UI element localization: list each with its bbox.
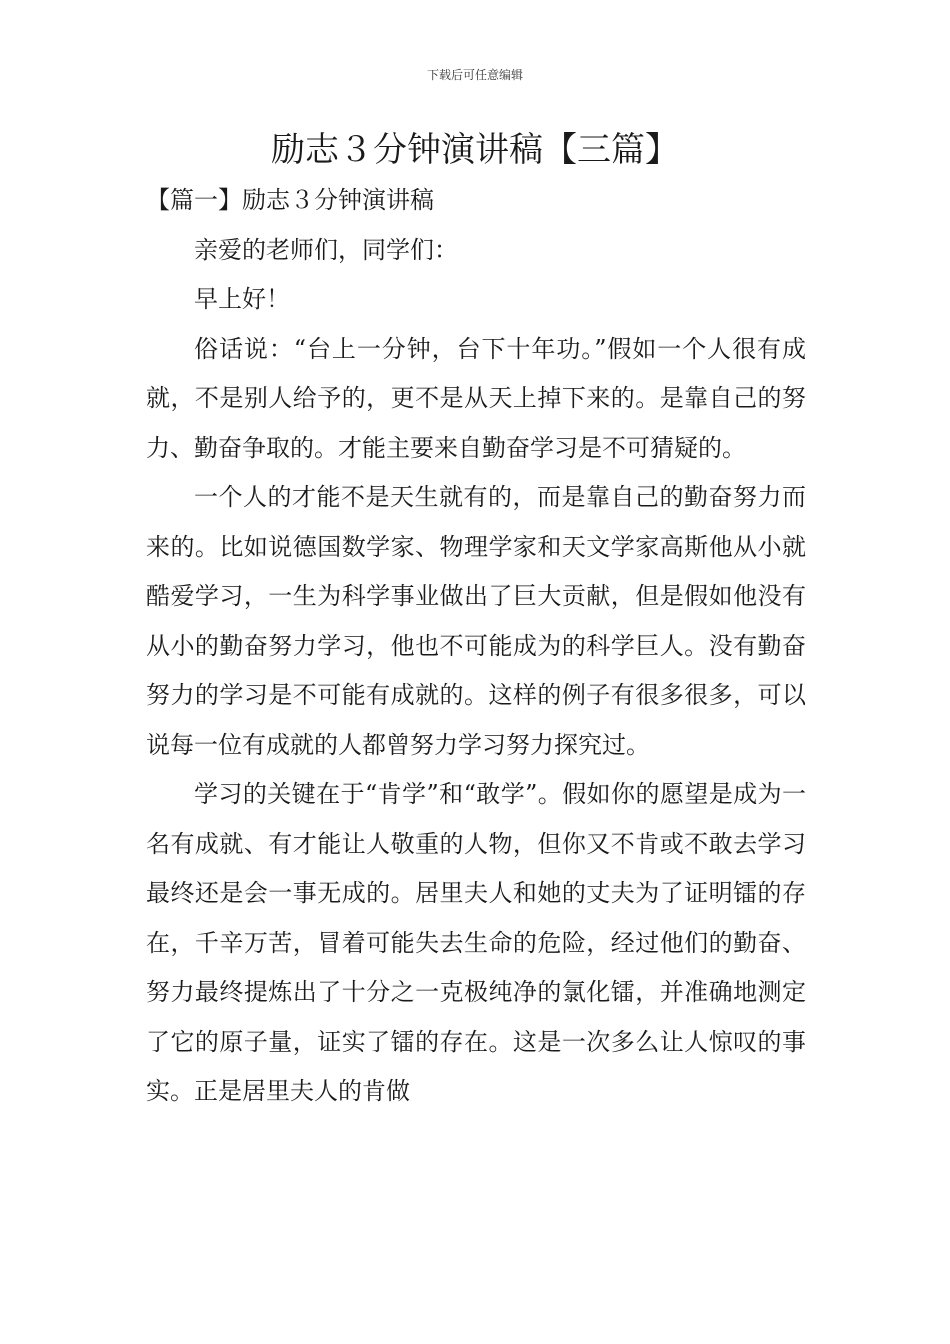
paragraph-proverb: 俗话说：“台上一分钟，台下十年功。”假如一个人很有成就，不是别人给予的，更不是从天上掉下来的。是靠自己的努力、勤奋争取的。才能主要来自勤奋学习是不可猜疑的。 xyxy=(146,334,806,462)
paragraph-gauss: 一个人的才能不是天生就有的，而是靠自己的勤奋努力而来的。比如说德国数学家、物理学家和天文学家高斯他从小就酷爱学习，一生为科学事业做出了巨大贡献，但是假如他没有从小的勤奋努力学习，他也不可能成为的科学巨人。没有勤奋努力的学习是不可能有成就的。这样的例子有很多很多，可以说每一位有成就的人都曾努力学习努力探究过。 xyxy=(146,483,806,759)
paragraph-morning: 早上好！ xyxy=(194,285,290,313)
section-heading: 【篇一】励志３分钟演讲稿 xyxy=(146,186,434,214)
paragraph-curie: 学习的关键在于“肯学”和“敢学”。假如你的愿望是成为一名有成就、有才能让人敬重的人物，但你又不肯或不敢去学习最终还是会一事无成的。居里夫人和她的丈夫为了证明镭的存在，千辛万苦，冒着可能失去生命的危险，经过他们的勤奋、努力最终提炼出了十分之一克极纯净的氯化镭，并准确地测定了它的原子量，证实了镭的存在。这是一次多么让人惊叹的事实。正是居里夫人的肯做 xyxy=(146,780,806,1105)
document-body xyxy=(146,176,806,1117)
document-title: 励志３分钟演讲稿【三篇】 xyxy=(271,130,679,170)
header-note: 下载后可任意编辑 xyxy=(426,68,523,82)
paragraph-greeting: 亲爱的老师们，同学们： xyxy=(194,235,458,264)
